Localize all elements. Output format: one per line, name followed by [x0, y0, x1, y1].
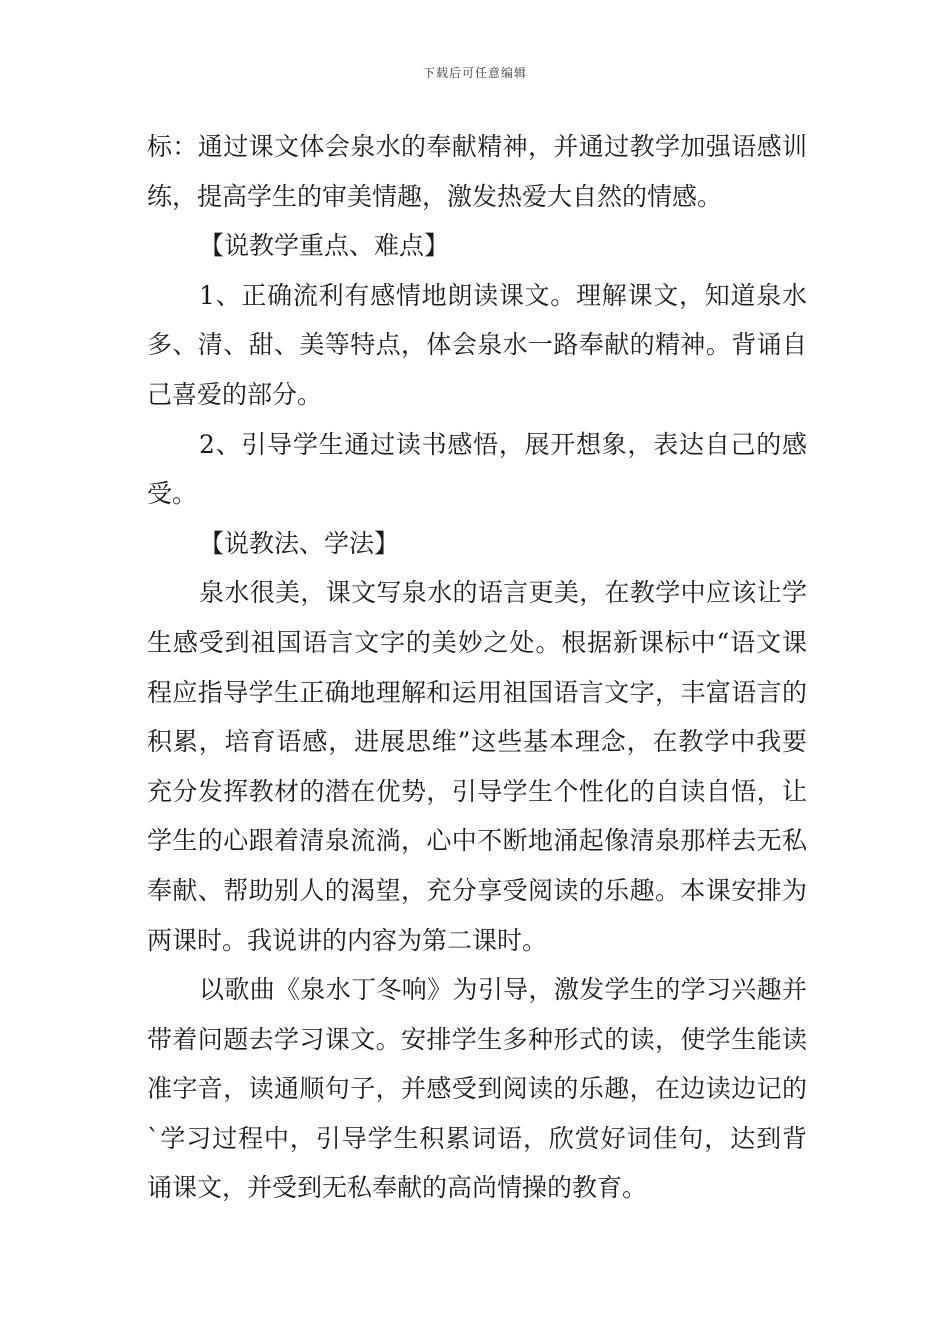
heading-methods: 【说教法、学法】	[199, 528, 400, 558]
paragraph-key-point-1: 1、正确流利有感情地朗读课文。理解课文，知道泉水多、清、甜、美等特点，体会泉水一路奉献的精神。背诵自己喜爱的部分。	[147, 280, 807, 409]
document-body	[147, 122, 807, 1213]
paragraph-teaching-goal: 标：通过课文体会泉水的奉献精神，并通过教学加强语感训练，提高学生的审美情趣，激发热爱大自然的情感。	[147, 132, 807, 211]
paragraph-key-point-2: 2、引导学生通过读书感悟，展开想象，表达自己的感受。	[147, 429, 807, 509]
paragraph-procedure: 以歌曲《泉水丁冬响》为引导，激发学生的学习兴趣并带着问题去学习课文。安排学生多种形式的读，使学生能读准字音，读通顺句子，并感受到阅读的乐趣，在边读边记的`学习过程中，引导学生积累词语，欣赏好词佳句，达到背诵课文，并受到无私奉献的高尚情操的教育。	[147, 975, 807, 1203]
paragraph-methods: 泉水很美，课文写泉水的语言更美，在教学中应该让学生感受到祖国语言文字的美妙之处。根据新课标中“语文课程应指导学生正确地理解和运用祖国语言文字，丰富语言的积累，培育语感，进展思维”这些基本理念，在教学中我要充分发挥教材的潜在优势，引导学生个性化的自读自悟，让学生的心跟着清泉流淌，心中不断地涌起像清泉那样去无私奉献、帮助别人的渴望，充分享受阅读的乐趣。本课安排为两课时。我说讲的内容为第二课时。	[147, 578, 807, 955]
header-note: 下载后可任意编辑	[422, 66, 527, 80]
heading-key-points: 【说教学重点、难点】	[199, 231, 450, 261]
